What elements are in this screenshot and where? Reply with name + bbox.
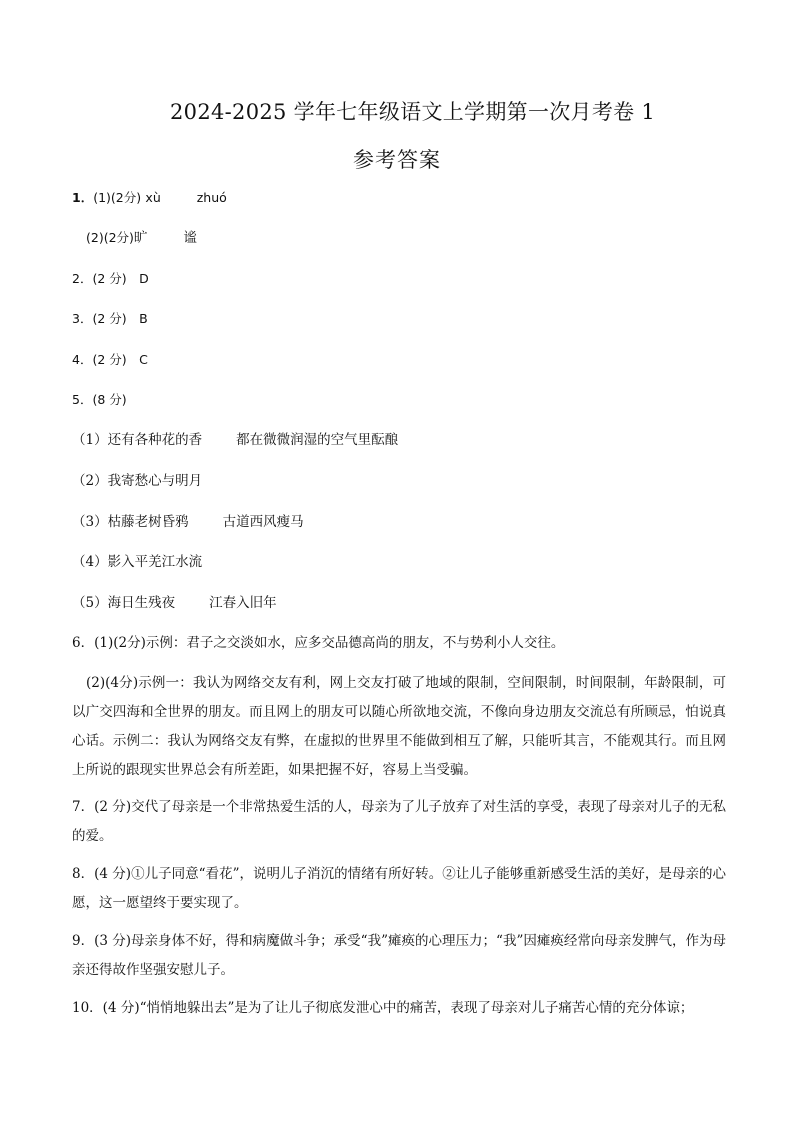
- answer-text: 江春入旧年: [209, 595, 277, 611]
- answer-text: 谧: [183, 230, 197, 246]
- document-title: 2024-2025 学年七年级语文上学期第一次月考卷 1: [170, 100, 656, 124]
- answer-q3: 3．(2 分) B: [72, 311, 148, 326]
- answer-q5-4: （4）影入平羌江水流: [72, 554, 203, 570]
- answer-q7: 7．(2 分)交代了母亲是一个非常热爱生活的人，母亲为了儿子放弃了对生活的享受，表现了母亲对儿子的无私的爱。: [72, 799, 726, 844]
- answer-text: （5）海日生残夜: [72, 595, 176, 611]
- answer-q5-1: [72, 430, 398, 450]
- answer-q2: 2．(2 分) D: [72, 271, 149, 286]
- answer-text: 旷: [133, 230, 148, 246]
- answer-text: （1）还有各种花的香: [72, 432, 203, 448]
- question-number: 1．: [72, 190, 94, 205]
- document-subtitle: 参考答案: [353, 148, 441, 172]
- answer-text: zhuó: [196, 190, 227, 205]
- answer-text: 都在微微润湿的空气里酝酿: [236, 432, 399, 448]
- answer-q9: 9．(3 分)母亲身体不好，得和病魔做斗争；承受“我”瘫痪的心理压力；“我”因瘫痪经常向母亲发脾气，作为母亲还得故作坚强安慰儿子。: [72, 933, 726, 978]
- answer-text: xù: [145, 190, 161, 205]
- question-score: (2)(2分): [86, 230, 134, 245]
- answer-q5-3: [72, 512, 304, 532]
- answer-q1-part1: [72, 188, 227, 208]
- answer-q5-2: （2）我寄愁心与明月: [72, 473, 203, 489]
- answer-q6-part1: 6．(1)(2分)示例：君子之交淡如水，应多交品德高尚的朋友，不与势利小人交往。: [72, 635, 565, 651]
- answer-q1-part2: [86, 228, 197, 248]
- answer-q5-header: 5．(8 分): [72, 392, 127, 407]
- answer-q10: 10．(4 分)“悄悄地躲出去”是为了让儿子彻底发泄心中的痛苦，表现了母亲对儿子痛苦心情的充分体谅；: [72, 1000, 694, 1016]
- answer-q6-part2: (2)(4分)示例一：我认为网络交友有利，网上交友打破了地域的限制，空间限制，时间限制，年龄限制，可以广交四海和全世界的朋友。而且网上的朋友可以随心所欲地交流，不像向身边朋友交流总有所顾忌，怕说真心话。示例二：我认为网络交友有弊，在虚拟的世界里不能做到相互了解，只能听其言，不能观其行。而且网上所说的跟现实世界总会有所差距，如果把握不好，容易上当受骗。: [72, 675, 726, 778]
- question-score: (1)(2分): [93, 190, 142, 205]
- answer-q4: 4．(2 分) C: [72, 352, 148, 367]
- answer-text: （3）枯藤老树昏鸦: [72, 514, 189, 530]
- answer-q8: 8．(4 分)①儿子同意“看花”，说明儿子消沉的情绪有所好转。②让儿子能够重新感受生活的美好，是母亲的心愿，这一愿望终于要实现了。: [72, 866, 726, 911]
- answer-text: 古道西风瘦马: [222, 514, 304, 530]
- answer-q5-5: [72, 593, 277, 613]
